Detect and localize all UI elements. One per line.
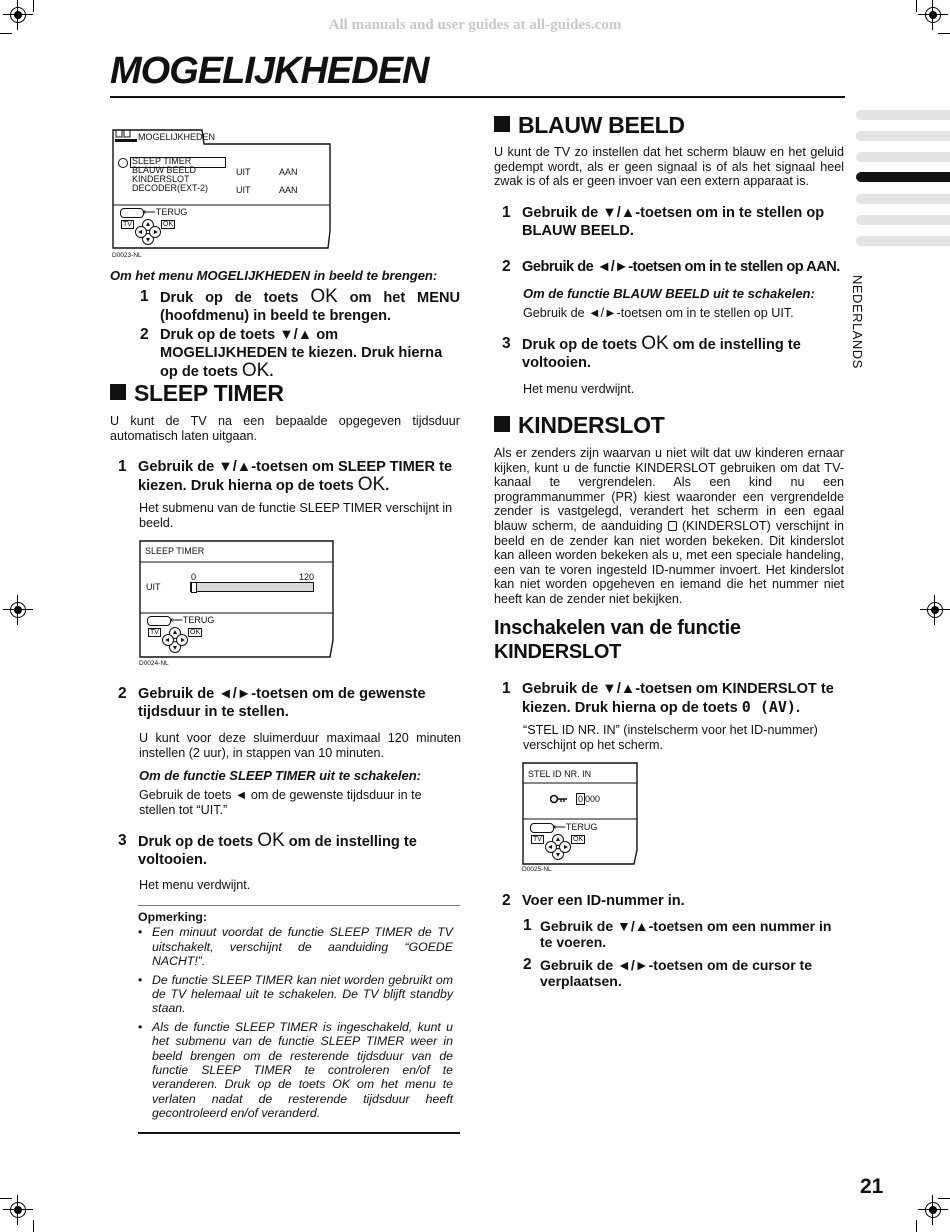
menu-key-icon <box>120 208 144 218</box>
note-heading: Opmerking: <box>138 910 208 924</box>
navigation-pad-icon <box>134 218 162 246</box>
tv-key-label: TV <box>123 221 132 228</box>
ok-key-glyph: OK <box>257 830 285 851</box>
square-bullet-icon <box>494 116 510 132</box>
trim-mark <box>0 1198 12 1199</box>
kinder-substep-2: 2 Gebruik de ◄/►-toetsen om de cursor te verplaatsen. <box>523 956 812 989</box>
kinderslot-sub-heading: Inschakelen van de functie KINDERSLOT <box>494 617 741 663</box>
menu-key-icon <box>147 616 171 626</box>
navigation-pad-icon <box>161 626 189 654</box>
ok-key-label: OK <box>190 629 201 636</box>
sleep-intro: U kunt de TV na een bepaalde opgegeven tijdsduur automatisch laten uitgaan. <box>110 414 460 443</box>
key-icon <box>550 794 568 804</box>
ok-key-label: OK <box>573 836 584 843</box>
kinder-step-2: 2 Voer een ID-nummer in. <box>502 892 685 909</box>
trim-mark <box>0 33 12 34</box>
trim-mark <box>916 0 917 12</box>
registration-mark-icon <box>920 595 950 625</box>
intro-step-2: 2 Druk op de toets ▼/▲ om MOGELIJKHEDEN te kiezen. Druk hierna op de toets OK. <box>140 326 443 381</box>
note-rule-top <box>138 905 460 906</box>
av-key-glyph: 0 (AV) <box>741 698 796 716</box>
trim-mark <box>938 1198 950 1199</box>
square-bullet-icon <box>494 416 510 432</box>
sleep-timer-screen <box>139 540 335 660</box>
slider-min: 0 <box>191 572 197 582</box>
blue-step-1: 1 Gebruik de ▼/▲-toetsen om in te stellen op BLAUW BEELD. <box>502 204 825 239</box>
blauw-beeld-intro: U kunt de TV zo instellen dat het scherm blauw en het geluid gedempt wordt, als er geen signaal is of als het signaal heel zwak is of als er geen invoer van een extern apparaat is. <box>494 145 844 189</box>
ok-key-label: OK <box>163 221 174 228</box>
registration-mark-icon <box>918 1195 948 1225</box>
menu-tab-label: MOGELIJKHEDEN <box>138 132 216 142</box>
decoder-option-uit: UIT <box>236 185 251 195</box>
registration-mark-icon <box>3 0 33 30</box>
square-bullet-icon <box>110 384 126 400</box>
tv-key-label: TV <box>150 629 159 636</box>
kinder-step-1-text: “STEL ID NR. IN” (instelscherm voor het ID-nummer) verschijnt op het scherm. <box>523 723 818 752</box>
menu-item-blauw-beeld[interactable]: BLAUW BEELD <box>132 165 197 175</box>
intro-step-1: 1 Druk op de toets OK om het MENU (hoofdmenu) in beeld te brengen. <box>140 286 461 324</box>
ok-key-glyph: OK <box>357 474 386 495</box>
figure-code: D0025-NL <box>522 866 552 873</box>
sleep-off-text: Gebruik de toets ◄ om de gewenste tijdsduur in te stellen tot “UIT.” <box>139 788 422 817</box>
decoder-option-aan: AAN <box>279 185 298 195</box>
menu-item-kinderslot[interactable]: KINDERSLOT <box>132 174 190 184</box>
note-item: • Als de functie SLEEP TIMER is ingeschakeld, kunt u het submenu van de functie SLEEP TIMER weer in beeld brengen om de resterende tijdsduur van de functie SLEEP TIMER te controleren en/of te veranderen. Druk op de toets OK om het menu te verlaten nadat de resterende tijdsduur heeft gecontroleerd en/of veranderd. <box>138 1020 453 1121</box>
registration-mark-icon <box>3 595 33 625</box>
blue-step-3-text: Het menu verdwijnt. <box>523 382 635 396</box>
sleep-duration-slider[interactable] <box>190 582 314 592</box>
sleep-step-2-text: U kunt voor deze sluimerduur maximaal 120 minuten instellen (2 uur), in stappen van 10 minuten. <box>139 731 461 760</box>
sleep-step-2: 2 Gebruik de ◄/►-toetsen om de gewenste tijdsduur in te stellen. <box>118 685 426 720</box>
blauw-beeld-option-aan: AAN <box>279 167 298 177</box>
sleep-off-heading: Om de functie SLEEP TIMER uit te schakelen: <box>139 768 421 783</box>
page-title: MOGELIJKHEDEN <box>110 50 429 92</box>
kinderslot-intro: Als er zenders zijn waarvan u niet wilt dat uw kinderen ernaar kijken, kunt u de functie KINDERSLOT gebruiken om dat TV-kanaal te vergrendelen. Als een kind nu een programmanummer (PR) kiest waaronder een vergrendelde zender is vastgelegd, verandert het scherm in een egaal blauw scherm, de aanduiding (KINDERSLOT) verschijnt in beeld en de zender kan niet worden bekeken. Dit kinderslot kan alleen worden bekeken als u, met een speciale handeling, een van te voren ingesteld ID-nummer invoert. Het kinderslot kan niet worden opgeheven en iemand die het nummer niet heeft kan de zender niet bekijken. <box>494 446 845 606</box>
id-number-screen <box>522 762 640 866</box>
intro-heading: Om het menu MOGELIJKHEDEN in beeld te brengen: <box>110 268 438 283</box>
blauw-beeld-heading: BLAUW BEELD <box>494 112 685 139</box>
sleep-value-label: UIT <box>146 582 161 592</box>
registration-mark-icon <box>3 1195 33 1225</box>
trim-mark <box>33 0 34 12</box>
id-screen-title: STEL ID NR. IN <box>528 769 592 779</box>
title-rule <box>110 96 845 98</box>
page-number: 21 <box>860 1175 884 1198</box>
blue-step-2: 2 Gebruik de ◄/►-toetsen om in te stellen op AAN. <box>502 258 840 275</box>
watermark: All manuals and user guides at all-guides.com <box>328 17 622 33</box>
slider-max: 120 <box>299 572 315 582</box>
navigation-pad-icon <box>544 833 572 861</box>
blue-off-text: Gebruik de ◄/►-toetsen om in te stellen op UIT. <box>523 306 794 320</box>
blue-off-heading: Om de functie BLAUW BEELD uit te schakelen: <box>523 286 815 301</box>
lock-icon <box>668 521 677 531</box>
section-tabs <box>856 110 950 250</box>
note-item: • De functie SLEEP TIMER kan niet worden gebruikt om de TV helemaal uit te schakelen. De TV blijft standby staan. <box>138 973 453 1016</box>
selector-icon <box>118 158 128 168</box>
menu-item-decoder[interactable]: DECODER(EXT-2) <box>132 183 209 193</box>
mogelijkheden-menu-screen <box>112 126 334 252</box>
menu-key-icon <box>530 823 554 833</box>
kinder-substep-1: 1 Gebruik de ▼/▲-toetsen om een nummer in te voeren. <box>523 917 832 950</box>
back-label: ⟵TERUG <box>553 822 598 832</box>
figure-code: D0024-NL <box>139 660 169 667</box>
menu-item-sleep-timer[interactable]: SLEEP TIMER <box>132 156 192 166</box>
sleep-step-1: 1 Gebruik de ▼/▲-toetsen om SLEEP TIMER te kiezen. Druk hierna op de toets OK. <box>118 458 453 495</box>
blauw-beeld-option-uit: UIT <box>236 167 251 177</box>
note-rule-bottom <box>138 1132 460 1134</box>
trim-mark <box>916 1220 917 1232</box>
slider-thumb <box>191 582 197 593</box>
registration-mark-icon <box>918 0 948 30</box>
sleep-screen-title: SLEEP TIMER <box>145 546 205 556</box>
id-number-field[interactable]: 0 000 <box>578 794 601 804</box>
note-box <box>138 910 453 1125</box>
ok-key-glyph: OK <box>641 333 669 354</box>
tv-settings-icon <box>115 129 137 143</box>
sleep-step-3-text: Het menu verdwijnt. <box>139 878 251 892</box>
back-label: ⟵TERUG <box>170 615 215 625</box>
trim-mark <box>33 1220 34 1232</box>
kinder-step-1: 1 Gebruik de ▼/▲-toetsen om KINDERSLOT te kiezen. Druk hierna op de toets 0 (AV). <box>502 680 834 716</box>
note-item: • Een minuut voordat de functie SLEEP TIMER de TV uitschakelt, verschijnt de aanduiding “GOEDE NACHT!”. <box>138 925 453 968</box>
sleep-step-1-text: Het submenu van de functie SLEEP TIMER verschijnt in beeld. <box>139 501 453 530</box>
ok-key-glyph: OK <box>241 360 270 381</box>
trim-mark <box>938 33 950 34</box>
figure-code: D0023-NL <box>112 252 142 259</box>
tv-key-label: TV <box>533 836 542 843</box>
ok-key-glyph: OK <box>310 286 338 307</box>
language-label: NEDERLANDS <box>850 275 865 369</box>
sleep-timer-heading: SLEEP TIMER <box>110 380 284 407</box>
sleep-step-3: 3 Druk op de toets OK om de instelling te voltooien. <box>118 830 417 868</box>
kinderslot-heading: KINDERSLOT <box>494 412 665 439</box>
back-label: ⟵TERUG <box>143 207 188 217</box>
blue-step-3: 3 Druk op de toets OK om de instelling te voltooien. <box>502 333 801 371</box>
